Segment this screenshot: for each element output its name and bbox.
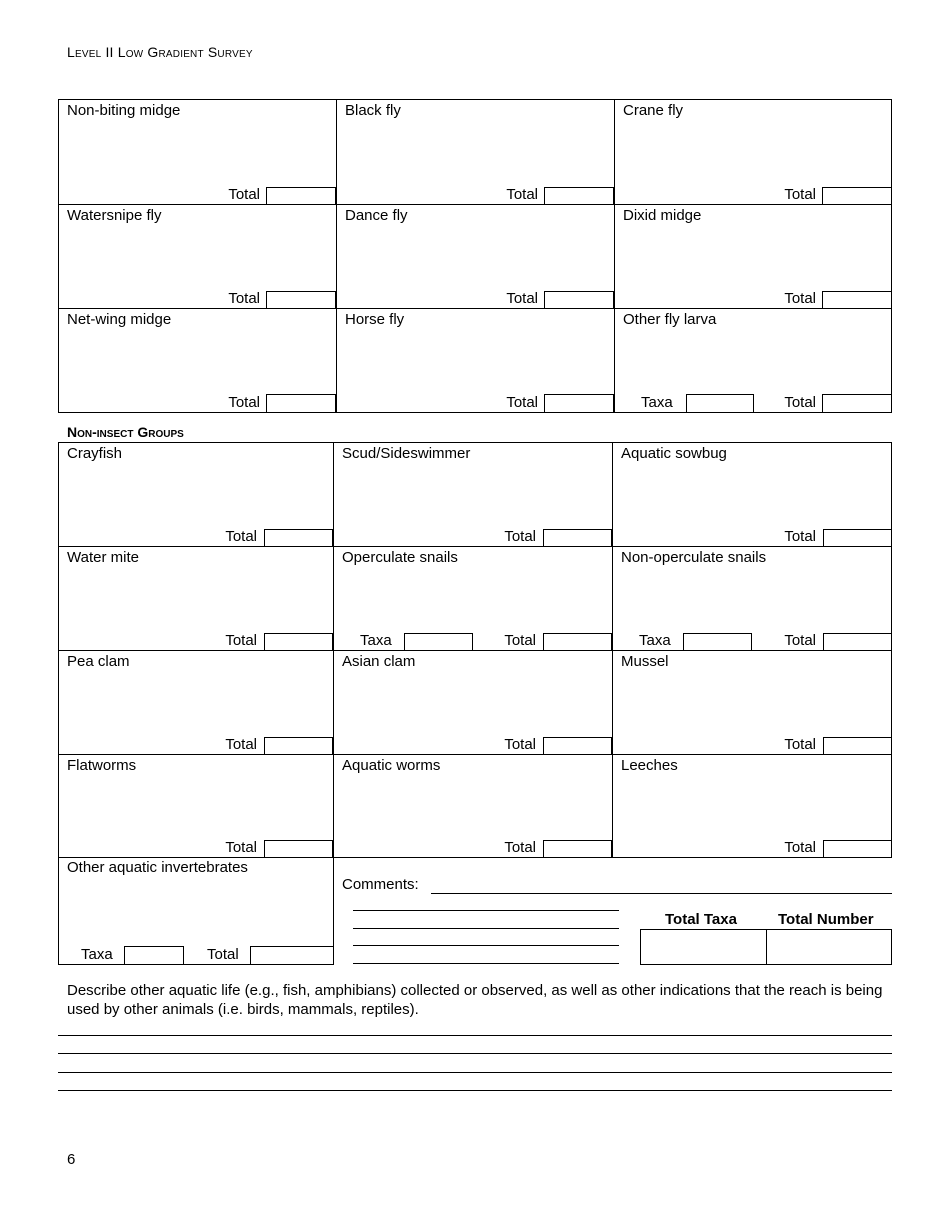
cell-label: Black fly: [345, 102, 401, 119]
cell-watersnipe-fly: [59, 205, 337, 309]
cell-other-fly-larva: [615, 309, 892, 412]
total-label: Total: [225, 736, 257, 753]
cell-label: Crane fly: [623, 102, 684, 119]
total-input[interactable]: [264, 737, 333, 755]
total-input[interactable]: [544, 394, 614, 412]
comments-label: Comments:: [342, 876, 419, 893]
comments-line-5[interactable]: [353, 963, 619, 964]
taxa-input[interactable]: [683, 633, 752, 651]
comments-line-2[interactable]: [353, 910, 619, 911]
fly-grid: [58, 99, 892, 413]
cell-label: Horse fly: [345, 311, 405, 328]
total-label: Total: [784, 528, 816, 545]
total-input[interactable]: [543, 840, 612, 858]
total-input[interactable]: [822, 291, 892, 309]
total-input[interactable]: [264, 633, 333, 651]
cell-flatworms: [59, 755, 334, 858]
cell-label: Non-biting midge: [67, 102, 181, 119]
cell-dance-fly: [337, 205, 615, 309]
cell-label: Other fly larva: [623, 311, 717, 328]
cell-label: Water mite: [67, 549, 139, 566]
cell-label: Net-wing midge: [67, 311, 172, 328]
total-taxa-input[interactable]: [640, 929, 767, 965]
cell-label: Flatworms: [67, 757, 137, 774]
total-label: Total: [784, 736, 816, 753]
cell-pea-clam: [59, 651, 334, 755]
total-label: Total: [228, 394, 260, 411]
total-input[interactable]: [822, 394, 892, 412]
describe-line-4[interactable]: [58, 1090, 892, 1091]
total-input[interactable]: [822, 187, 892, 205]
cell-label: Leeches: [621, 757, 678, 774]
total-label: Total: [228, 186, 260, 203]
total-label: Total: [225, 839, 257, 856]
cell-leeches: [613, 755, 892, 858]
total-label: Total: [504, 632, 536, 649]
cell-other-aquatic-invertebrates: [58, 857, 334, 965]
taxa-label: Taxa: [360, 632, 392, 649]
total-input[interactable]: [823, 633, 892, 651]
total-input[interactable]: [543, 633, 612, 651]
total-label: Total: [784, 839, 816, 856]
taxa-label: Taxa: [81, 946, 113, 963]
taxa-label: Taxa: [639, 632, 671, 649]
taxa-input[interactable]: [124, 946, 184, 964]
cell-label: Asian clam: [342, 653, 416, 670]
taxa-label: Taxa: [641, 394, 673, 411]
total-input[interactable]: [266, 394, 336, 412]
total-label: Total: [504, 528, 536, 545]
cell-label: Scud/Sideswimmer: [342, 445, 471, 462]
total-label: Total: [784, 186, 816, 203]
cell-asian-clam: [334, 651, 613, 755]
cell-crayfish: [59, 443, 334, 547]
total-number-label: Total Number: [778, 911, 874, 928]
describe-line-2[interactable]: [58, 1053, 892, 1054]
cell-water-mite: [59, 547, 334, 651]
cell-label: Crayfish: [67, 445, 123, 462]
total-label: Total: [506, 186, 538, 203]
total-label: Total: [225, 632, 257, 649]
comments-line-3[interactable]: [353, 928, 619, 929]
describe-line-3[interactable]: [58, 1072, 892, 1073]
total-input[interactable]: [264, 529, 333, 547]
total-label: Total: [784, 632, 816, 649]
running-head: Level II Low Gradient Survey: [67, 44, 253, 60]
cell-aquatic-sowbug: [613, 443, 892, 547]
total-input[interactable]: [264, 840, 333, 858]
total-input[interactable]: [823, 529, 892, 547]
cell-label: Other aquatic invertebrates: [67, 859, 248, 876]
cell-scud-sideswimmer: [334, 443, 613, 547]
cell-label: Dixid midge: [623, 207, 702, 224]
total-label: Total: [228, 290, 260, 307]
taxa-input[interactable]: [404, 633, 473, 651]
page-number: 6: [67, 1151, 76, 1168]
cell-aquatic-worms: [334, 755, 613, 858]
total-label: Total: [504, 839, 536, 856]
cell-label: Aquatic worms: [342, 757, 441, 774]
total-input[interactable]: [543, 529, 612, 547]
cell-label: Dance fly: [345, 207, 408, 224]
cell-non-biting-midge: [59, 100, 337, 205]
non-insect-grid: [58, 442, 892, 858]
cell-operculate-snails: [334, 547, 613, 651]
cell-label: Watersnipe fly: [67, 207, 162, 224]
total-input[interactable]: [266, 187, 336, 205]
total-input[interactable]: [543, 737, 612, 755]
cell-label: Operculate snails: [342, 549, 458, 566]
total-input[interactable]: [544, 291, 614, 309]
total-number-input[interactable]: [766, 929, 892, 965]
total-input[interactable]: [266, 291, 336, 309]
cell-dixid-midge: [615, 205, 892, 309]
cell-black-fly: [337, 100, 615, 205]
taxa-input[interactable]: [686, 394, 754, 412]
comments-line-4[interactable]: [353, 945, 619, 946]
total-input[interactable]: [823, 840, 892, 858]
section-title-non-insect: Non-insect Groups: [67, 424, 184, 440]
total-label: Total: [207, 946, 239, 963]
total-taxa-label: Total Taxa: [665, 911, 737, 928]
cell-mussel: [613, 651, 892, 755]
cell-horse-fly: [337, 309, 615, 412]
cell-label: Pea clam: [67, 653, 130, 670]
total-input[interactable]: [823, 737, 892, 755]
total-label: Total: [506, 290, 538, 307]
total-label: Total: [506, 394, 538, 411]
total-label: Total: [784, 394, 816, 411]
describe-prompt: Describe other aquatic life (e.g., fish, amphibians) collected or observed, as well as other indications that the reach is being used by other animals (i.e. birds, mammals, reptiles).: [67, 982, 883, 1018]
total-input[interactable]: [250, 946, 333, 964]
cell-label: Non-operculate snails: [621, 549, 767, 566]
cell-label: Aquatic sowbug: [621, 445, 727, 462]
total-label: Total: [504, 736, 536, 753]
describe-line-1[interactable]: [58, 1035, 892, 1036]
cell-crane-fly: [615, 100, 892, 205]
total-label: Total: [225, 528, 257, 545]
comments-line-1[interactable]: [431, 893, 892, 894]
cell-label: Mussel: [621, 653, 669, 670]
cell-net-wing-midge: [59, 309, 337, 412]
cell-non-operculate-snails: [613, 547, 892, 651]
total-label: Total: [784, 290, 816, 307]
total-input[interactable]: [544, 187, 614, 205]
